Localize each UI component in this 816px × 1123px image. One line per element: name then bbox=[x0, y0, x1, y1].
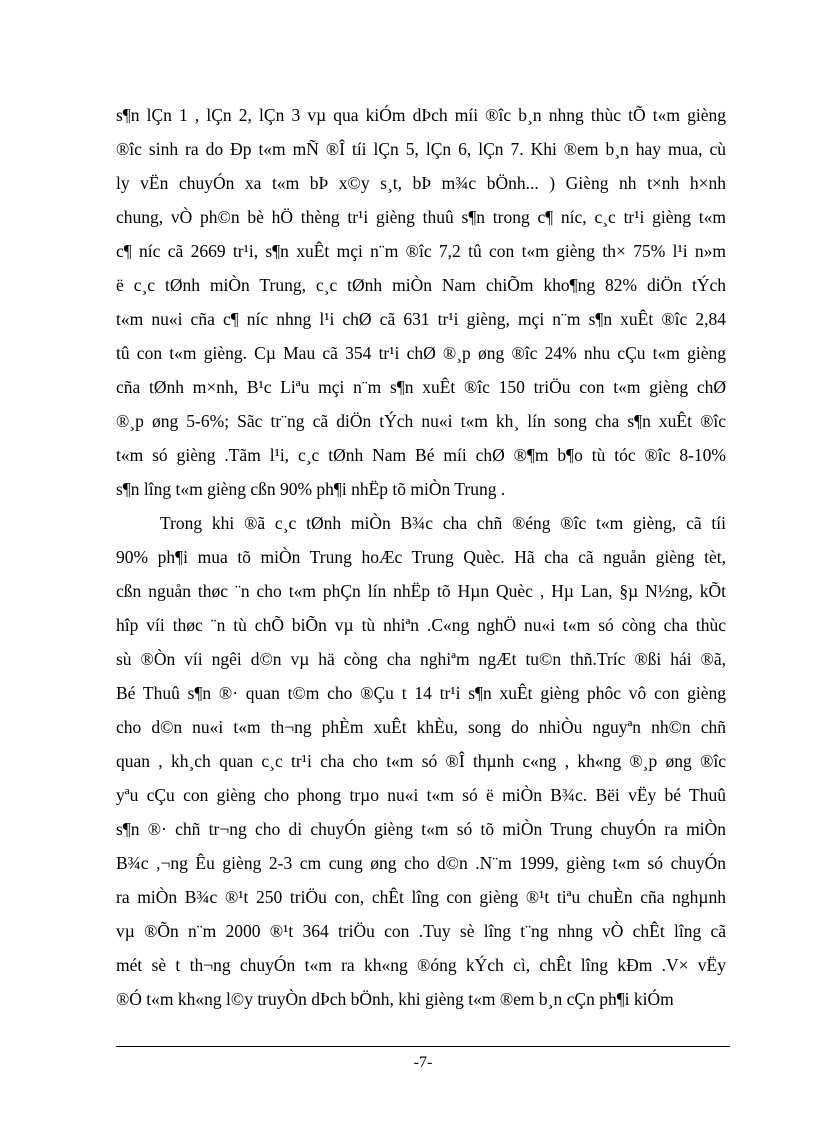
paragraph-line: yªu cÇu con gièng cho phong trµo nu«i t«m só ë miÒn B¾c. Bëi vËy bé Thuû bbox=[116, 785, 726, 805]
paragraph-line: Trong khi ®ã c¸c tØnh miÒn B¾c cha chñ ®éng ®îc t«m gièng, cã tíi bbox=[160, 513, 726, 533]
paragraph-line: ®îc sinh ra do Ðp t«m mÑ ®Î tíi lÇn 5, lÇn 6, lÇn 7. Khi ®em b¸n hay mua, cù bbox=[116, 139, 726, 159]
body-text bbox=[116, 98, 726, 1016]
paragraph-line: cho d©n nu«i t«m th¬ng phÈm xuÊt khÈu, song do nhiÒu nguyªn nh©n chñ bbox=[116, 717, 726, 737]
paragraph-line: ly vËn chuyÓn xa t«m bÞ x©y s¸t, bÞ m¾c bÖnh... ) Gièng nh t×nh h×nh bbox=[116, 173, 726, 193]
paragraph-line: c¶ níc cã 2669 tr¹i, s¶n xuÊt mçi n¨m ®îc 7,2 tû con t«m gièng th× 75% l¹i n»m bbox=[116, 241, 726, 261]
paragraph-line: s¶n ®· chñ tr¬ng cho di chuyÓn gièng t«m só tõ miÒn Trung chuyÓn ra miÒn bbox=[116, 819, 726, 839]
paragraph-line: quan , kh¸ch quan c¸c tr¹i cha cho t«m só ®Î thµnh c«ng , kh«ng ®¸p øng ®îc bbox=[116, 751, 726, 771]
footer-divider bbox=[116, 1046, 730, 1047]
paragraph-line: ®Ó t«m kh«ng l©y truyÒn dÞch bÖnh, khi gièng t«m ®em b¸n cÇn ph¶i kiÓm bbox=[116, 989, 674, 1009]
paragraph-line: cña tØnh m×nh, B¹c Liªu mçi n¨m s¶n xuÊt ®îc 150 triÖu con t«m gièng chØ bbox=[116, 377, 726, 397]
page-number: -7- bbox=[413, 1054, 433, 1071]
paragraph-line: tû con t«m gièng. Cµ Mau cã 354 tr¹i chØ ®¸p øng ®îc 24% nhu cÇu t«m gièng bbox=[116, 343, 726, 363]
paragraph-line: B¾c ,¬ng Êu gièng 2-3 cm cung øng cho d©n .N¨m 1999, gièng t«m só chuyÓn bbox=[116, 853, 726, 873]
paragraph-line: Bé Thuû s¶n ®· quan t©m cho ®Çu t 14 tr¹i s¶n xuÊt gièng phôc vô con gièng bbox=[116, 683, 726, 703]
paragraph-line: cßn nguån thøc ¨n cho t«m phÇn lín nhËp tõ Hµn Quèc , Hµ Lan, §µ N½ng, kÕt bbox=[116, 581, 726, 601]
paragraph-line: hîp víi thøc ¨n tù chÕ biÕn vµ tù nhiªn .C«ng nghÖ nu«i t«m só còng cha thùc bbox=[116, 615, 726, 635]
paragraph-line: chung, vÒ ph©n bè hÖ thèng tr¹i gièng thuû s¶n trong c¶ níc, c¸c tr¹i gièng t«m bbox=[116, 207, 726, 227]
paragraph-line: s¶n lÇn 1 , lÇn 2, lÇn 3 vµ qua kiÓm dÞch míi ®îc b¸n nhng thùc tÕ t«m gièng bbox=[116, 105, 726, 125]
paragraph-line: t«m só gièng .Tãm l¹i, c¸c tØnh Nam Bé míi chØ ®¶m b¶o tù tóc ®îc 8-10% bbox=[116, 445, 726, 465]
paragraph-line: s¶n lîng t«m gièng cßn 90% ph¶i nhËp tõ miÒn Trung . bbox=[116, 479, 506, 499]
paragraph bbox=[116, 506, 726, 1016]
paragraph-line: ®¸p øng 5-6%; Sãc tr¨ng cã diÖn tÝch nu«i t«m kh¸ lín song cha s¶n xuÊt ®îc bbox=[116, 411, 726, 431]
paragraph bbox=[116, 98, 726, 506]
paragraph-line: vµ ®Õn n¨m 2000 ®¹t 364 triÖu con .Tuy sè lîng t¨ng nhng vÒ chÊt lîng cã bbox=[116, 921, 726, 941]
paragraph-line: ra miÒn B¾c ®¹t 250 triÖu con, chÊt lîng con gièng ®¹t tiªu chuÈn cña nghµnh bbox=[116, 887, 726, 907]
paragraph-line: sù ®Òn víi ngêi d©n vµ hä còng cha nghiªm ngÆt tu©n thñ.Tríc ®ßi hái ®ã, bbox=[116, 649, 726, 669]
paragraph-line: t«m nu«i cña c¶ níc nhng l¹i chØ cã 631 tr¹i gièng, mçi n¨m s¶n xuÊt ®îc 2,84 bbox=[116, 309, 726, 329]
paragraph-line: ë c¸c tØnh miÒn Trung, c¸c tØnh miÒn Nam chiÕm kho¶ng 82% diÖn tÝch bbox=[116, 275, 726, 295]
paragraph-line: mét sè t th¬ng chuyÓn t«m ra kh«ng ®óng kÝch cì, chÊt lîng kÐm .V× vËy bbox=[116, 955, 726, 975]
paragraph-line: 90% ph¶i mua tõ miÒn Trung hoÆc Trung Quèc. Hã cha cã nguån gièng tèt, bbox=[116, 547, 726, 567]
